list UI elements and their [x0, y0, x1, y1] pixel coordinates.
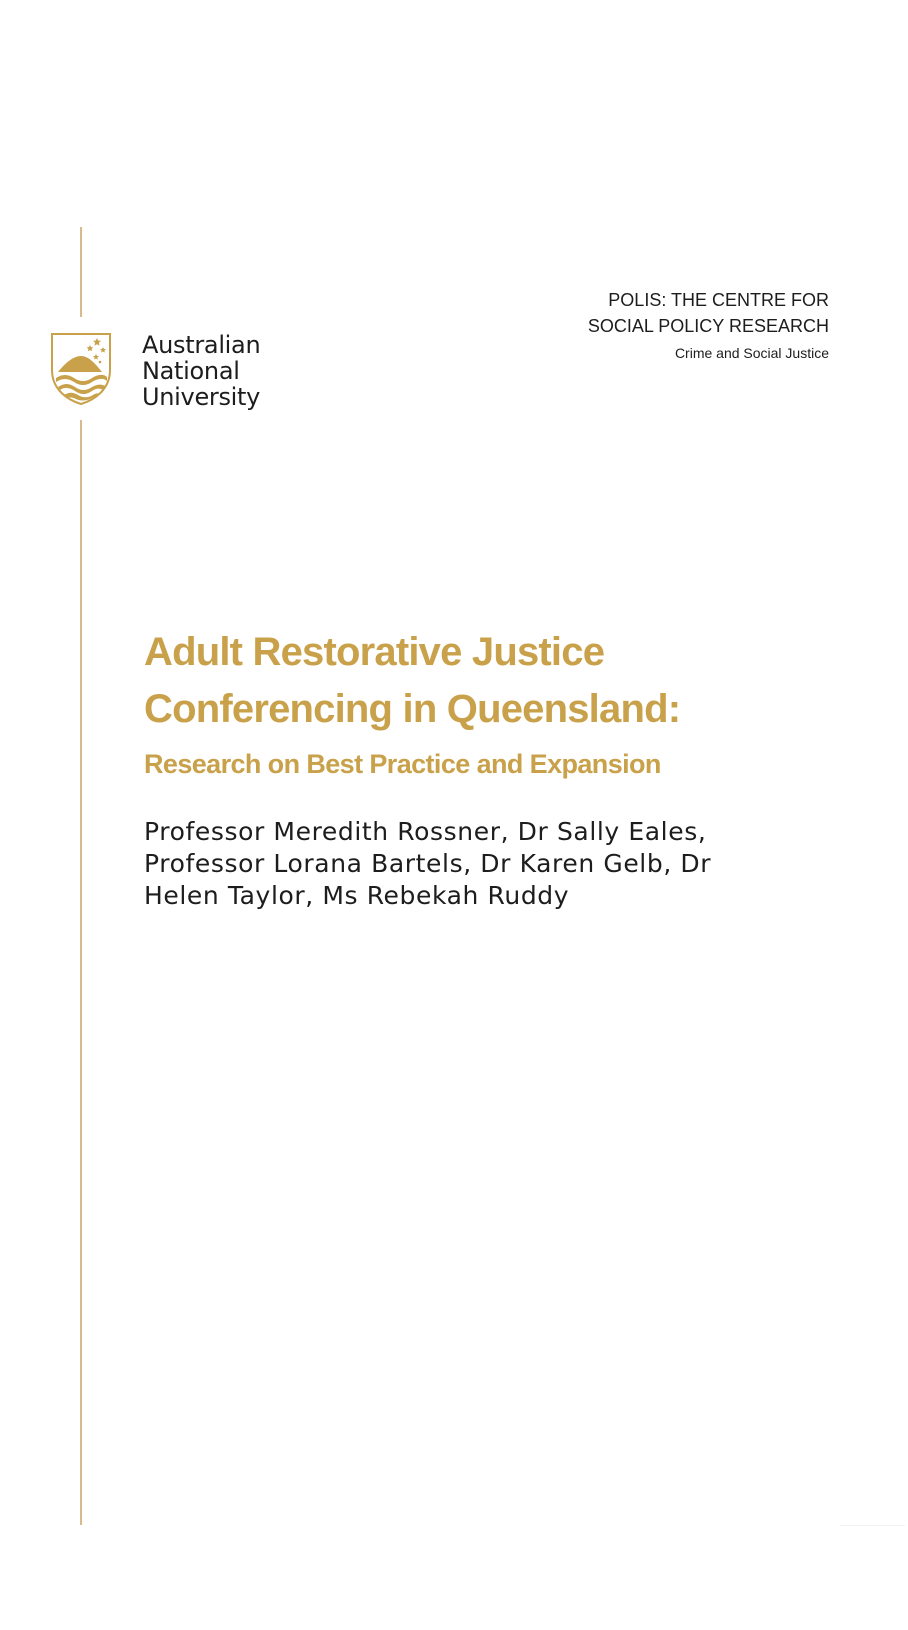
authors-line3: Helen Taylor, Ms Rebekah Ruddy	[144, 881, 570, 910]
anu-wordmark	[142, 332, 260, 410]
wordmark-line: Australian	[142, 331, 261, 359]
vertical-rule-bottom	[80, 420, 82, 1525]
wordmark-line: University	[142, 383, 261, 411]
centre-program: Crime and Social Justice	[674, 345, 829, 361]
anu-logo	[50, 332, 260, 410]
centre-name-line2: SOCIAL POLICY RESEARCH	[587, 316, 829, 336]
anu-crest-icon	[50, 332, 112, 406]
report-title	[144, 624, 844, 738]
report-title-line2: Conferencing in Queensland:	[144, 687, 681, 731]
report-subtitle: Research on Best Practice and Expansion	[144, 749, 661, 779]
centre-name-line1: POLIS: THE CENTRE FOR	[608, 290, 829, 310]
authors-line2: Professor Lorana Bartels, Dr Karen Gelb, Dr	[144, 849, 712, 878]
corner-rule	[840, 1525, 905, 1526]
report-authors	[144, 816, 784, 912]
report-title-line1: Adult Restorative Justice	[144, 630, 605, 674]
authors-line1: Professor Meredith Rossner, Dr Sally Eales,	[144, 817, 707, 846]
vertical-rule-top	[80, 227, 82, 317]
centre-heading	[588, 287, 829, 365]
wordmark-line: National	[142, 357, 240, 385]
